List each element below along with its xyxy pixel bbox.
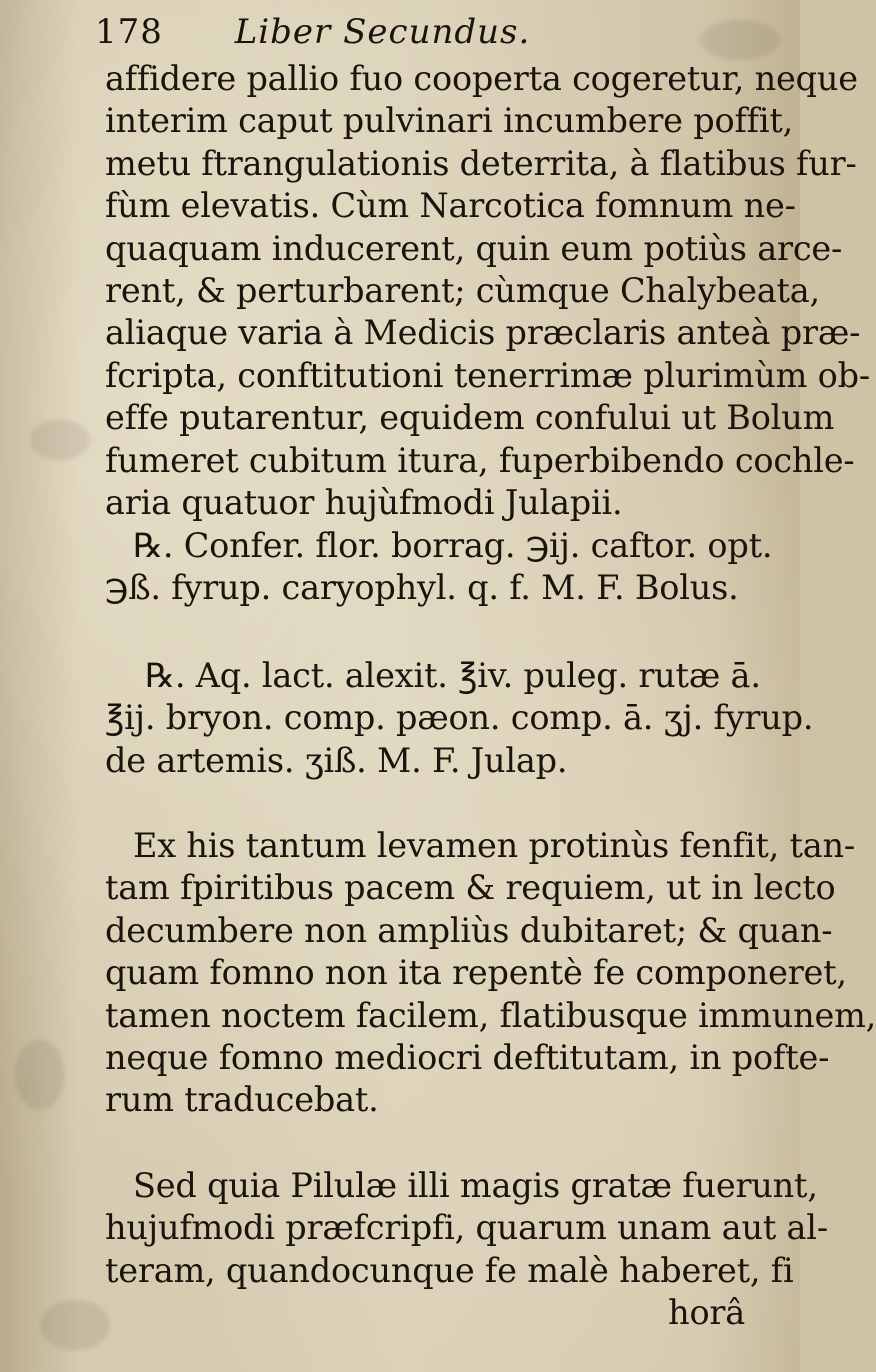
text-line: quaquam inducerent, quin eum potiùs arce- bbox=[105, 228, 843, 268]
text-line: interim caput pulvinari incumbere poffit, bbox=[105, 101, 794, 141]
text-line: tamen noctem facilem, flatibusque immunem, bbox=[105, 995, 876, 1035]
prescription-1 bbox=[105, 525, 773, 610]
text-line: rum traducebat. bbox=[105, 1080, 379, 1120]
paper-stain bbox=[30, 420, 90, 460]
text-line: Sed quia Pilulæ illi magis gratæ fuerunt, bbox=[133, 1166, 818, 1205]
text-line: teram, quandocunque fe malè haberet, fi bbox=[105, 1250, 794, 1290]
paper-stain bbox=[15, 1040, 65, 1110]
prescription-line: ℞. Confer. flor. borrag. ℈ij. caftor. opt. bbox=[133, 526, 773, 565]
running-title: Liber Secundus. bbox=[234, 12, 531, 52]
paragraph-1 bbox=[105, 58, 870, 524]
prescription-line: ℞. Aq. lact. alexit. ℥iv. puleg. rutæ ā. bbox=[145, 656, 761, 695]
text-line: effe putarentur, equidem confului ut Bolum bbox=[105, 398, 835, 438]
text-line: metu ftrangulationis deterrita, à flatibus fur- bbox=[105, 143, 857, 183]
text-line: decumbere non ampliùs dubitaret; & quan- bbox=[105, 910, 833, 950]
text-line: fùm elevatis. Cùm Narcotica fomnum ne- bbox=[105, 186, 796, 226]
paper-stain bbox=[700, 20, 780, 60]
prescription-line: ℥ij. bryon. comp. pæon. comp. ā. ʒj. fyrup. bbox=[105, 698, 814, 738]
text-line: quam fomno non ita repentè fe componeret, bbox=[105, 953, 847, 993]
running-head bbox=[95, 12, 530, 52]
text-line: fcripta, conftitutioni tenerrimæ plurimùm ob- bbox=[105, 355, 870, 395]
text-line: aria quatuor hujùfmodi Julapii. bbox=[105, 482, 623, 522]
text-line: aliaque varia à Medicis præclaris anteà præ- bbox=[105, 313, 861, 353]
text-line: tam fpiritibus pacem & requiem, ut in lecto bbox=[105, 868, 836, 908]
text-line: hujufmodi præfcripfi, quarum unam aut al- bbox=[105, 1208, 828, 1248]
page-number: 178 bbox=[95, 12, 163, 52]
text-line: Ex his tantum levamen protinùs fenfit, tan- bbox=[133, 826, 856, 865]
paragraph-3 bbox=[105, 1165, 828, 1335]
prescription-line: ℈ß. fyrup. caryophyl. q. f. M. F. Bolus. bbox=[105, 568, 739, 608]
text-line: rent, & perturbarent; cùmque Chalybeata, bbox=[105, 270, 820, 310]
paragraph-2 bbox=[105, 825, 876, 1122]
paper-stain bbox=[40, 1300, 110, 1350]
catchword: horâ bbox=[668, 1293, 745, 1333]
text-line: neque fomno mediocri deftitutam, in pofte- bbox=[105, 1037, 830, 1077]
text-line: affidere pallio fuo cooperta cogeretur, neque bbox=[105, 59, 858, 98]
text-line: fumeret cubitum itura, fuperbibendo cochle- bbox=[105, 440, 855, 480]
prescription-line: de artemis. ʒiß. M. F. Julap. bbox=[105, 740, 568, 780]
prescription-2 bbox=[105, 655, 814, 782]
